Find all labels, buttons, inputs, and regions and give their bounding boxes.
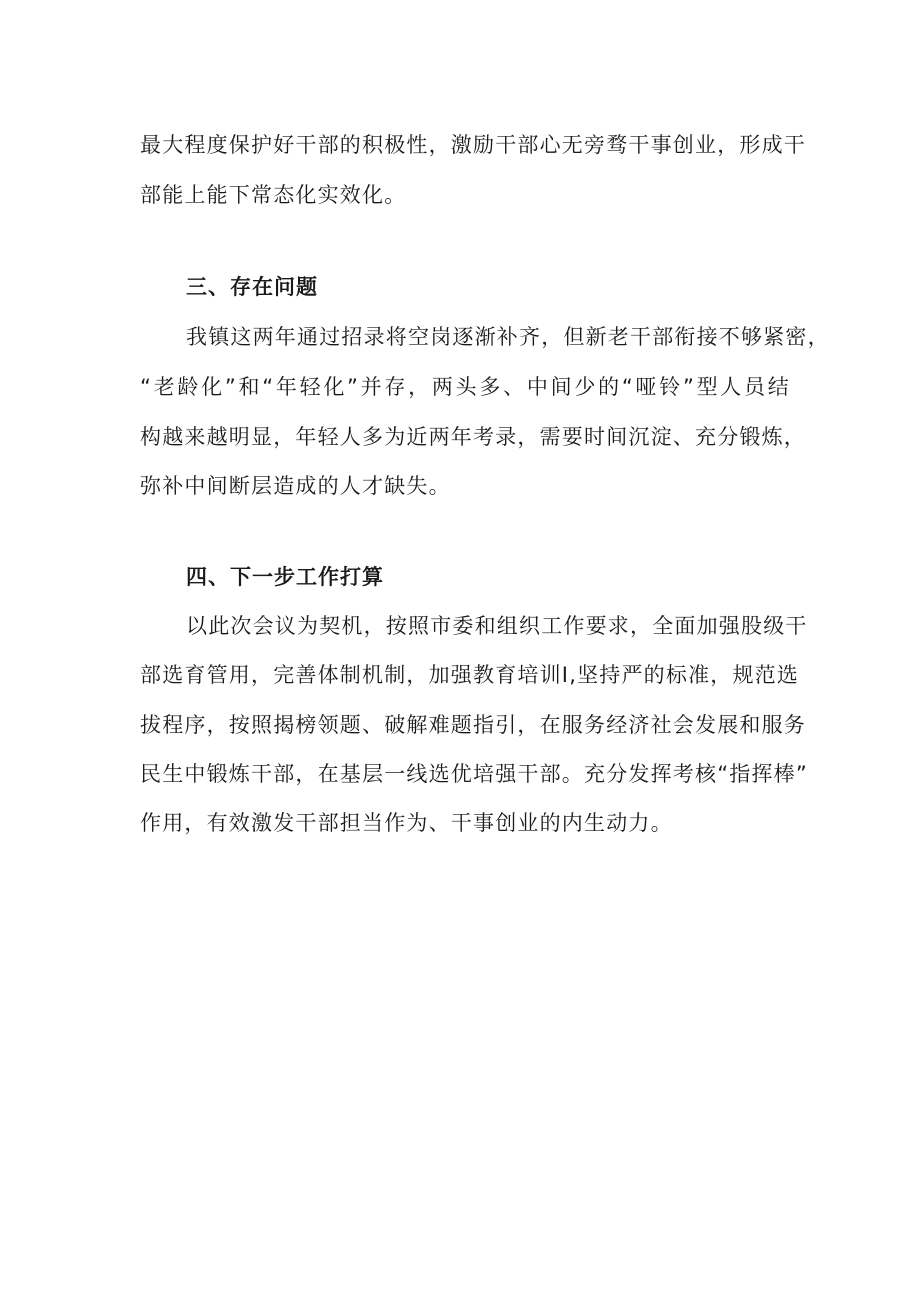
paragraph-line: 作用，有效激发干部担当作为、干事创业的内生动力。 bbox=[140, 811, 673, 835]
paragraph-line: “老龄化”和“年轻化”并存，两头多、中间少的“哑铃”型人员结 bbox=[140, 375, 790, 399]
paragraph-line: 以此次会议为契机，按照市委和组织工作要求，全面加强股级干 bbox=[186, 614, 808, 638]
paragraph-line: 部选育管用，完善体制机制，加强教育培训I,坚持严的标准，规范选 bbox=[140, 663, 800, 687]
paragraph-line: 我镇这两年通过招录将空岗逐渐补齐，但新老干部衔接不够紧密， bbox=[186, 325, 830, 349]
section-heading-problems: 三、存在问题 bbox=[186, 275, 318, 299]
paragraph-line: 弥补中间断层造成的人才缺失。 bbox=[140, 474, 451, 498]
paragraph-line: 拔程序，按照揭榜领题、破解难题指引，在服务经济社会发展和服务 bbox=[140, 713, 806, 737]
paragraph-line: 民生中锻炼干部，在基层一线选优培强干部。充分发挥考核“指挥棒” bbox=[140, 762, 808, 786]
paragraph-line: 部能上能下常态化实效化。 bbox=[140, 183, 407, 207]
section-heading-next-steps: 四、下一步工作打算 bbox=[186, 565, 384, 589]
paragraph-line: 最大程度保护好干部的积极性，激励干部心无旁骛干事创业，形成干 bbox=[140, 133, 806, 157]
paragraph-line: 构越来越明显，年轻人多为近两年考录，需要时间沉淀、充分锻炼， bbox=[140, 425, 806, 449]
